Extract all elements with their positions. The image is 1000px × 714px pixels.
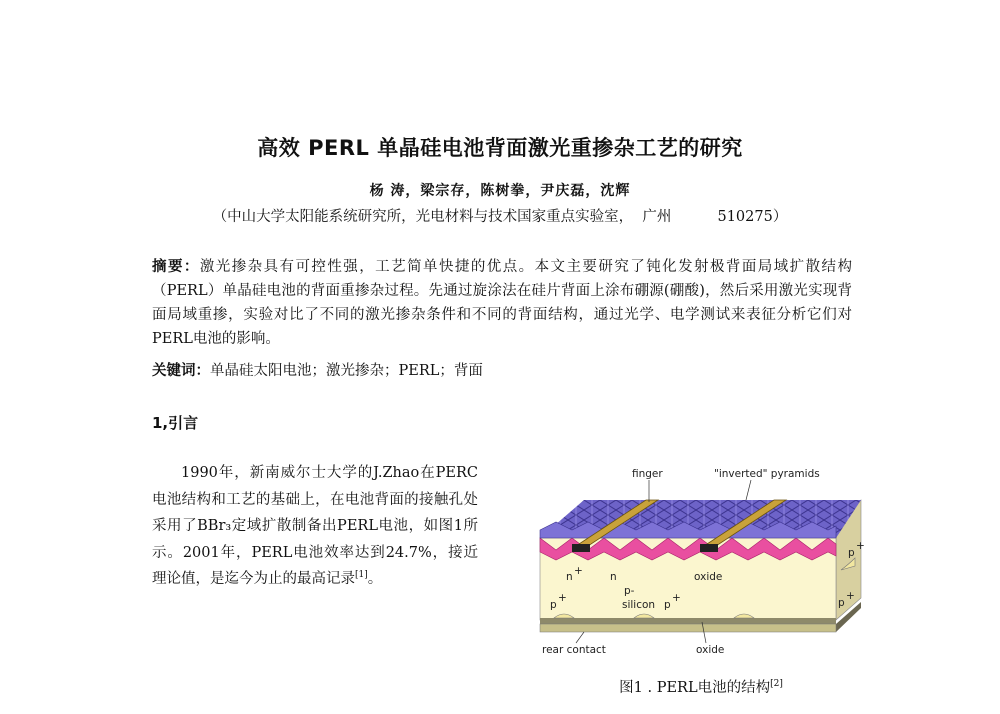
finger-right-contact xyxy=(700,544,718,552)
figure-caption xyxy=(536,676,866,697)
label-finger: finger xyxy=(632,468,663,480)
abstract-text: 激光掺杂具有可控性强，工艺简单快捷的优点。本文主要研究了钝化发射极背面局域扩散结构（PERL）单晶硅电池的背面重掺杂过程。先通过旋涂法在硅片背面上涂布硼源(硼酸)，然后采用激光实现背面局域重掺，实验对比了不同的激光掺杂条件和不同的背面结构，通过光学、电学测试来表征分析它们对PERL电池的影响。 xyxy=(152,259,852,347)
label-p-plus-left: p xyxy=(550,599,557,611)
label-oxide-bottom: oxide xyxy=(696,644,725,656)
rear-oxide xyxy=(540,618,836,624)
label-p-plus-right1: p xyxy=(848,547,855,559)
figure-caption-ref: [2] xyxy=(770,679,783,690)
keywords-label: 关键词： xyxy=(152,363,210,379)
paper-title: 高效 PERL 单晶硅电池背面激光重掺杂工艺的研究 xyxy=(257,136,743,160)
label-p-plus-left-sign: + xyxy=(558,592,567,604)
label-p-plus-right1-sign: + xyxy=(856,540,865,552)
label-p-plus-mid-sign: + xyxy=(672,592,681,604)
affiliation: （中山大学太阳能系统研究所，光电材料与技术国家重点实验室， 广州 510275） xyxy=(212,209,788,225)
label-n-plus-sign: + xyxy=(574,565,583,577)
abstract xyxy=(152,255,852,351)
rear-metal xyxy=(540,624,836,632)
abstract-label: 摘要： xyxy=(152,259,200,275)
section-heading: 1,引言 xyxy=(152,414,199,432)
label-p-silicon-1: p- xyxy=(624,585,635,597)
finger-left-contact xyxy=(572,544,590,552)
intro-end: 。 xyxy=(367,571,383,587)
label-p-silicon-2: silicon xyxy=(622,599,656,611)
label-p-plus-right2: p xyxy=(838,597,845,609)
keywords xyxy=(152,359,852,380)
perl-structure-diagram xyxy=(536,460,866,660)
label-p-plus-right2-sign: + xyxy=(846,590,855,602)
intro-paragraph xyxy=(152,460,478,593)
keywords-text: 单晶硅太阳电池；激光掺杂；PERL；背面 xyxy=(210,363,483,379)
label-p-plus-mid: p xyxy=(664,599,671,611)
label-n-plus: n xyxy=(566,571,573,583)
label-rear-contact: rear contact xyxy=(542,644,606,656)
intro-text: 1990年，新南威尔士大学的J.Zhao在PERC电池结构和工艺的基础上，在电池背面的接触孔处采用了BBr₃定域扩散制备出PERL电池，如图1所示。2001年，PERL电池效率达到24.7%，接近理论值，是迄今为止的最高记录 xyxy=(152,465,478,587)
citation-ref: [1] xyxy=(355,570,368,581)
perl-structure-figure xyxy=(536,460,866,660)
authors: 杨 涛，梁宗存，陈树拳，尹庆磊，沈辉 xyxy=(369,183,631,199)
label-inverted-pyramids: "inverted" pyramids xyxy=(714,468,820,480)
figure-caption-text: 图1 . PERL电池的结构 xyxy=(619,680,771,696)
label-n: n xyxy=(610,571,617,583)
label-oxide-top: oxide xyxy=(694,571,723,583)
